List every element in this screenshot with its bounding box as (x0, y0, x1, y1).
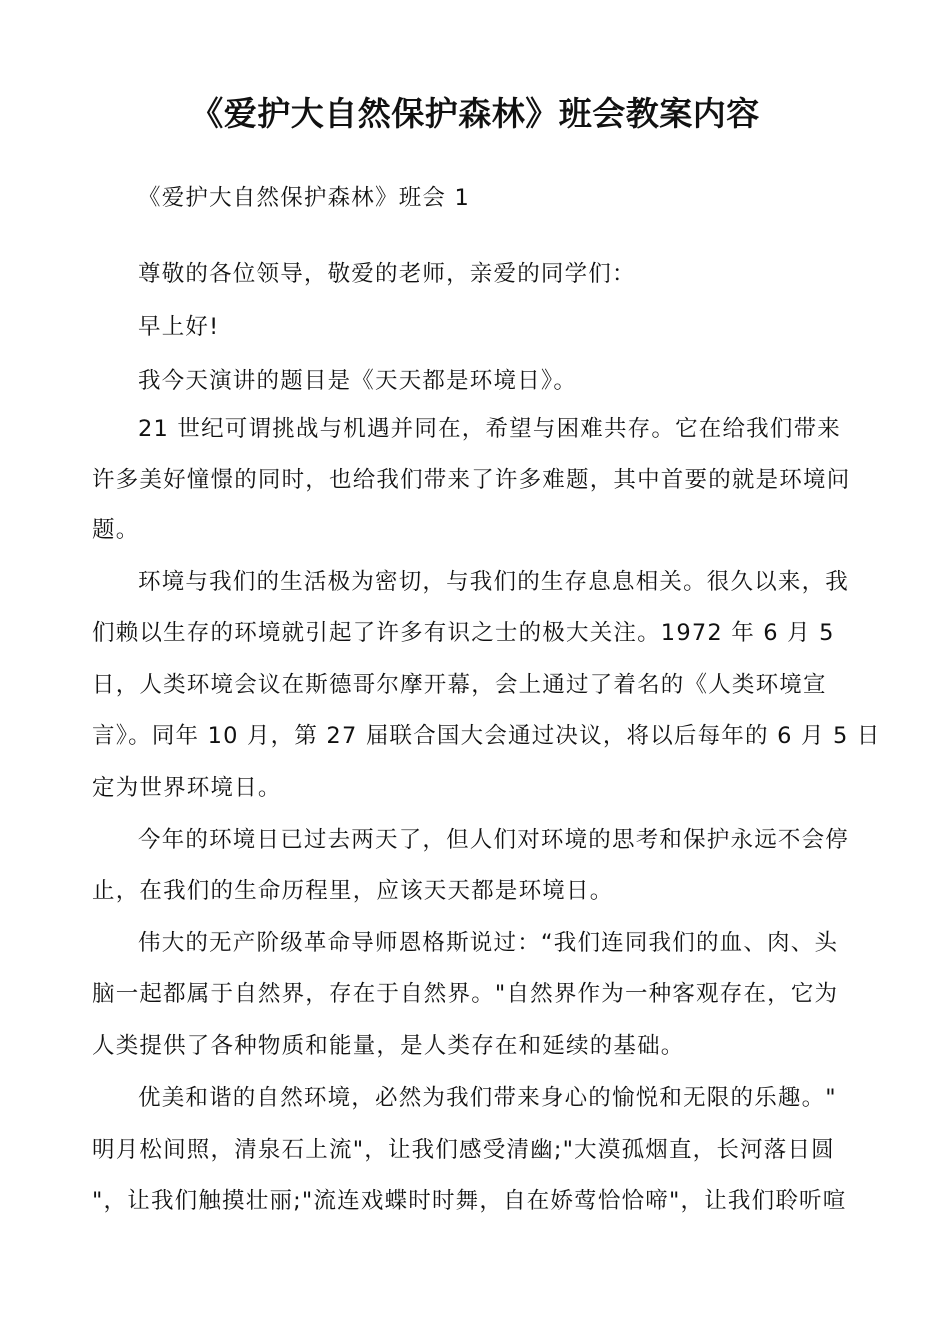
paragraph-line: 题。 (92, 517, 140, 543)
paragraph-line: 21 世纪可谓挑战与机遇并同在，希望与困难共存。它在给我们带来 (138, 416, 841, 442)
paragraph-line: 言》。同年 10 月，第 27 届联合国大会通过决议，将以后每年的 6 月 5 日 (92, 723, 881, 749)
paragraph-line: 明月松间照，清泉石上流"，让我们感受清幽;"大漠孤烟直，长河落日圆 (92, 1137, 835, 1163)
paragraph-line: 许多美好憧憬的同时，也给我们带来了许多难题，其中首要的就是环境问 (92, 467, 851, 493)
paragraph-line: 早上好! (138, 314, 220, 340)
paragraph-line: 脑一起都属于自然界，存在于自然界。"自然界作为一种客观存在，它为 (92, 981, 839, 1007)
paragraph-line: 尊敬的各位领导，敬爱的老师，亲爱的同学们： (138, 261, 636, 287)
document-title: 《爱护大自然保护森林》班会教案内容 (190, 94, 760, 133)
paragraph-line: "，让我们触摸壮丽;"流连戏蝶时时舞，自在娇莺恰恰啼"，让我们聆听喧 (92, 1188, 847, 1214)
paragraph-line: 人类提供了各种物质和能量，是人类存在和延续的基础。 (92, 1033, 685, 1059)
paragraph-line: 伟大的无产阶级革命导师恩格斯说过：“我们连同我们的血、肉、头 (138, 930, 839, 956)
paragraph-line: 环境与我们的生活极为密切，与我们的生存息息相关。很久以来，我 (138, 569, 850, 595)
paragraph-line: 日，人类环境会议在斯德哥尔摩开幕，会上通过了着名的《人类环境宣 (92, 672, 827, 698)
paragraph-line: 优美和谐的自然环境，必然为我们带来身心的愉悦和无限的乐趣。" (138, 1085, 837, 1111)
paragraph-line: 止，在我们的生命历程里，应该天天都是环境日。 (92, 878, 614, 904)
paragraph-line: 们赖以生存的环境就引起了许多有识之士的极大关注。1972 年 6 月 5 (92, 620, 835, 646)
paragraph-line: 定为世界环境日。 (92, 775, 282, 801)
paragraph-line: 我今天演讲的题目是《天天都是环境日》。 (138, 368, 578, 394)
paragraph-line: 今年的环境日已过去两天了，但人们对环境的思考和保护永远不会停 (138, 827, 850, 853)
paragraph-line: 《爱护大自然保护森林》班会 1 (138, 185, 470, 211)
